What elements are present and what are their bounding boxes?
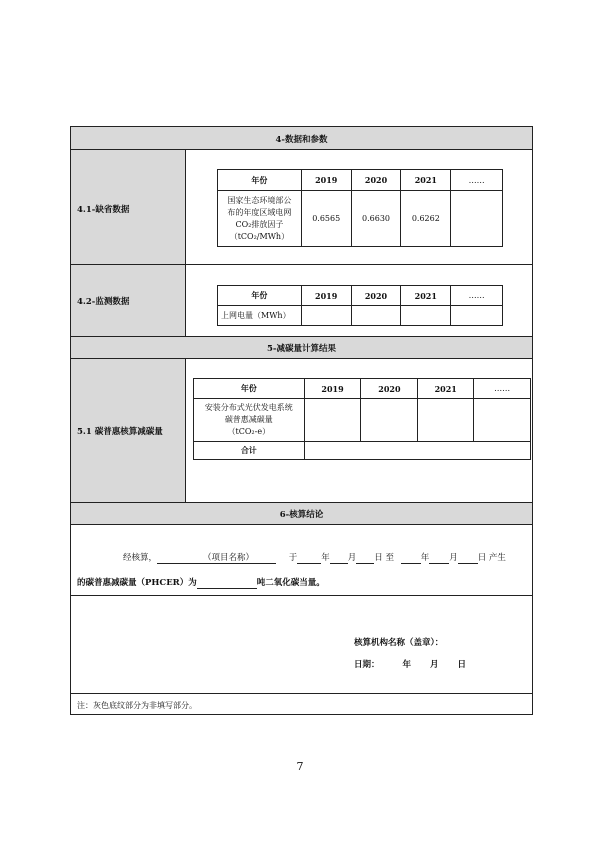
date-line: 日期： 年 月 日 (354, 660, 466, 670)
end-day-blank[interactable] (458, 553, 478, 564)
header-2019: 2019 (304, 379, 361, 399)
page-number: 7 (296, 760, 304, 773)
header-2021: 2021 (401, 170, 451, 191)
conclusion-line-1: 经核算， （项目名称） 于 年 月 日 至 年 月 日 产生 (123, 553, 506, 563)
end-month-blank[interactable] (429, 553, 449, 564)
row-label-monitoring-data: 4.2-监测数据 (77, 297, 130, 307)
end-year-blank[interactable] (401, 553, 421, 564)
input-more[interactable] (451, 306, 503, 326)
start-year-blank[interactable] (297, 553, 321, 564)
section4-title: 4-数据和参数 (275, 135, 328, 145)
input-2020[interactable] (361, 399, 418, 442)
header-2021: 2021 (401, 286, 451, 306)
value-2021: 0.6262 (401, 191, 451, 247)
project-name-blank-b[interactable] (254, 553, 276, 564)
carbon-reduction-table (193, 378, 531, 460)
grid-power-label: 上网电量（MWh） (218, 306, 302, 326)
value-more[interactable] (451, 191, 503, 247)
input-2019[interactable] (304, 399, 361, 442)
conclusion-form (70, 126, 533, 715)
header-2021: 2021 (418, 379, 474, 399)
header-2020: 2020 (351, 170, 401, 191)
section4-label-column (71, 150, 185, 336)
emission-factor-label: 国家生态环境部公 布的年度区域电网 CO₂排放因子 （tCO₂/MWh） (218, 191, 302, 247)
phcer-amount-blank[interactable] (197, 578, 257, 589)
header-year: 年份 (194, 379, 305, 399)
header-2020: 2020 (361, 379, 418, 399)
header-ellipsis: …… (451, 286, 503, 306)
row-label-carbon-reduction: 5.1 碳普惠核算减碳量 (77, 427, 163, 437)
conclusion-line-2: 的碳普惠减碳量（PHCER）为 吨二氧化碳当量。 (77, 578, 325, 588)
input-more[interactable] (474, 399, 531, 442)
header-year: 年份 (218, 286, 302, 306)
section5-title: 5-减碳量计算结果 (267, 344, 336, 354)
header-2020: 2020 (351, 286, 401, 306)
input-2021[interactable] (401, 306, 451, 326)
total-label: 合计 (194, 442, 305, 460)
start-month-blank[interactable] (330, 553, 348, 564)
input-2019[interactable] (301, 306, 351, 326)
row-label-default-data: 4.1-缺省数据 (77, 205, 130, 215)
header-2019: 2019 (301, 286, 351, 306)
agency-name-label: 核算机构名称（盖章）： (354, 638, 444, 648)
value-2020: 0.6630 (351, 191, 401, 247)
header-year: 年份 (218, 170, 302, 191)
project-name-label: （项目名称） (203, 553, 255, 563)
project-name-blank-a[interactable] (157, 553, 203, 564)
default-data-table (217, 169, 503, 247)
total-value[interactable] (304, 442, 530, 460)
value-2019: 0.6565 (301, 191, 351, 247)
section6-title: 6-核算结论 (279, 510, 324, 520)
footnote: 注：灰色底纹部分为非填写部分。 (77, 701, 197, 710)
pv-reduction-label: 安装分布式光伏发电系统 碳普惠减碳量 （tCO₂-e） (194, 399, 305, 442)
input-2021[interactable] (418, 399, 474, 442)
header-2019: 2019 (301, 170, 351, 191)
header-ellipsis: …… (451, 170, 503, 191)
input-2020[interactable] (351, 306, 401, 326)
header-ellipsis: …… (474, 379, 531, 399)
monitoring-data-table (217, 285, 503, 326)
start-day-blank[interactable] (356, 553, 374, 564)
